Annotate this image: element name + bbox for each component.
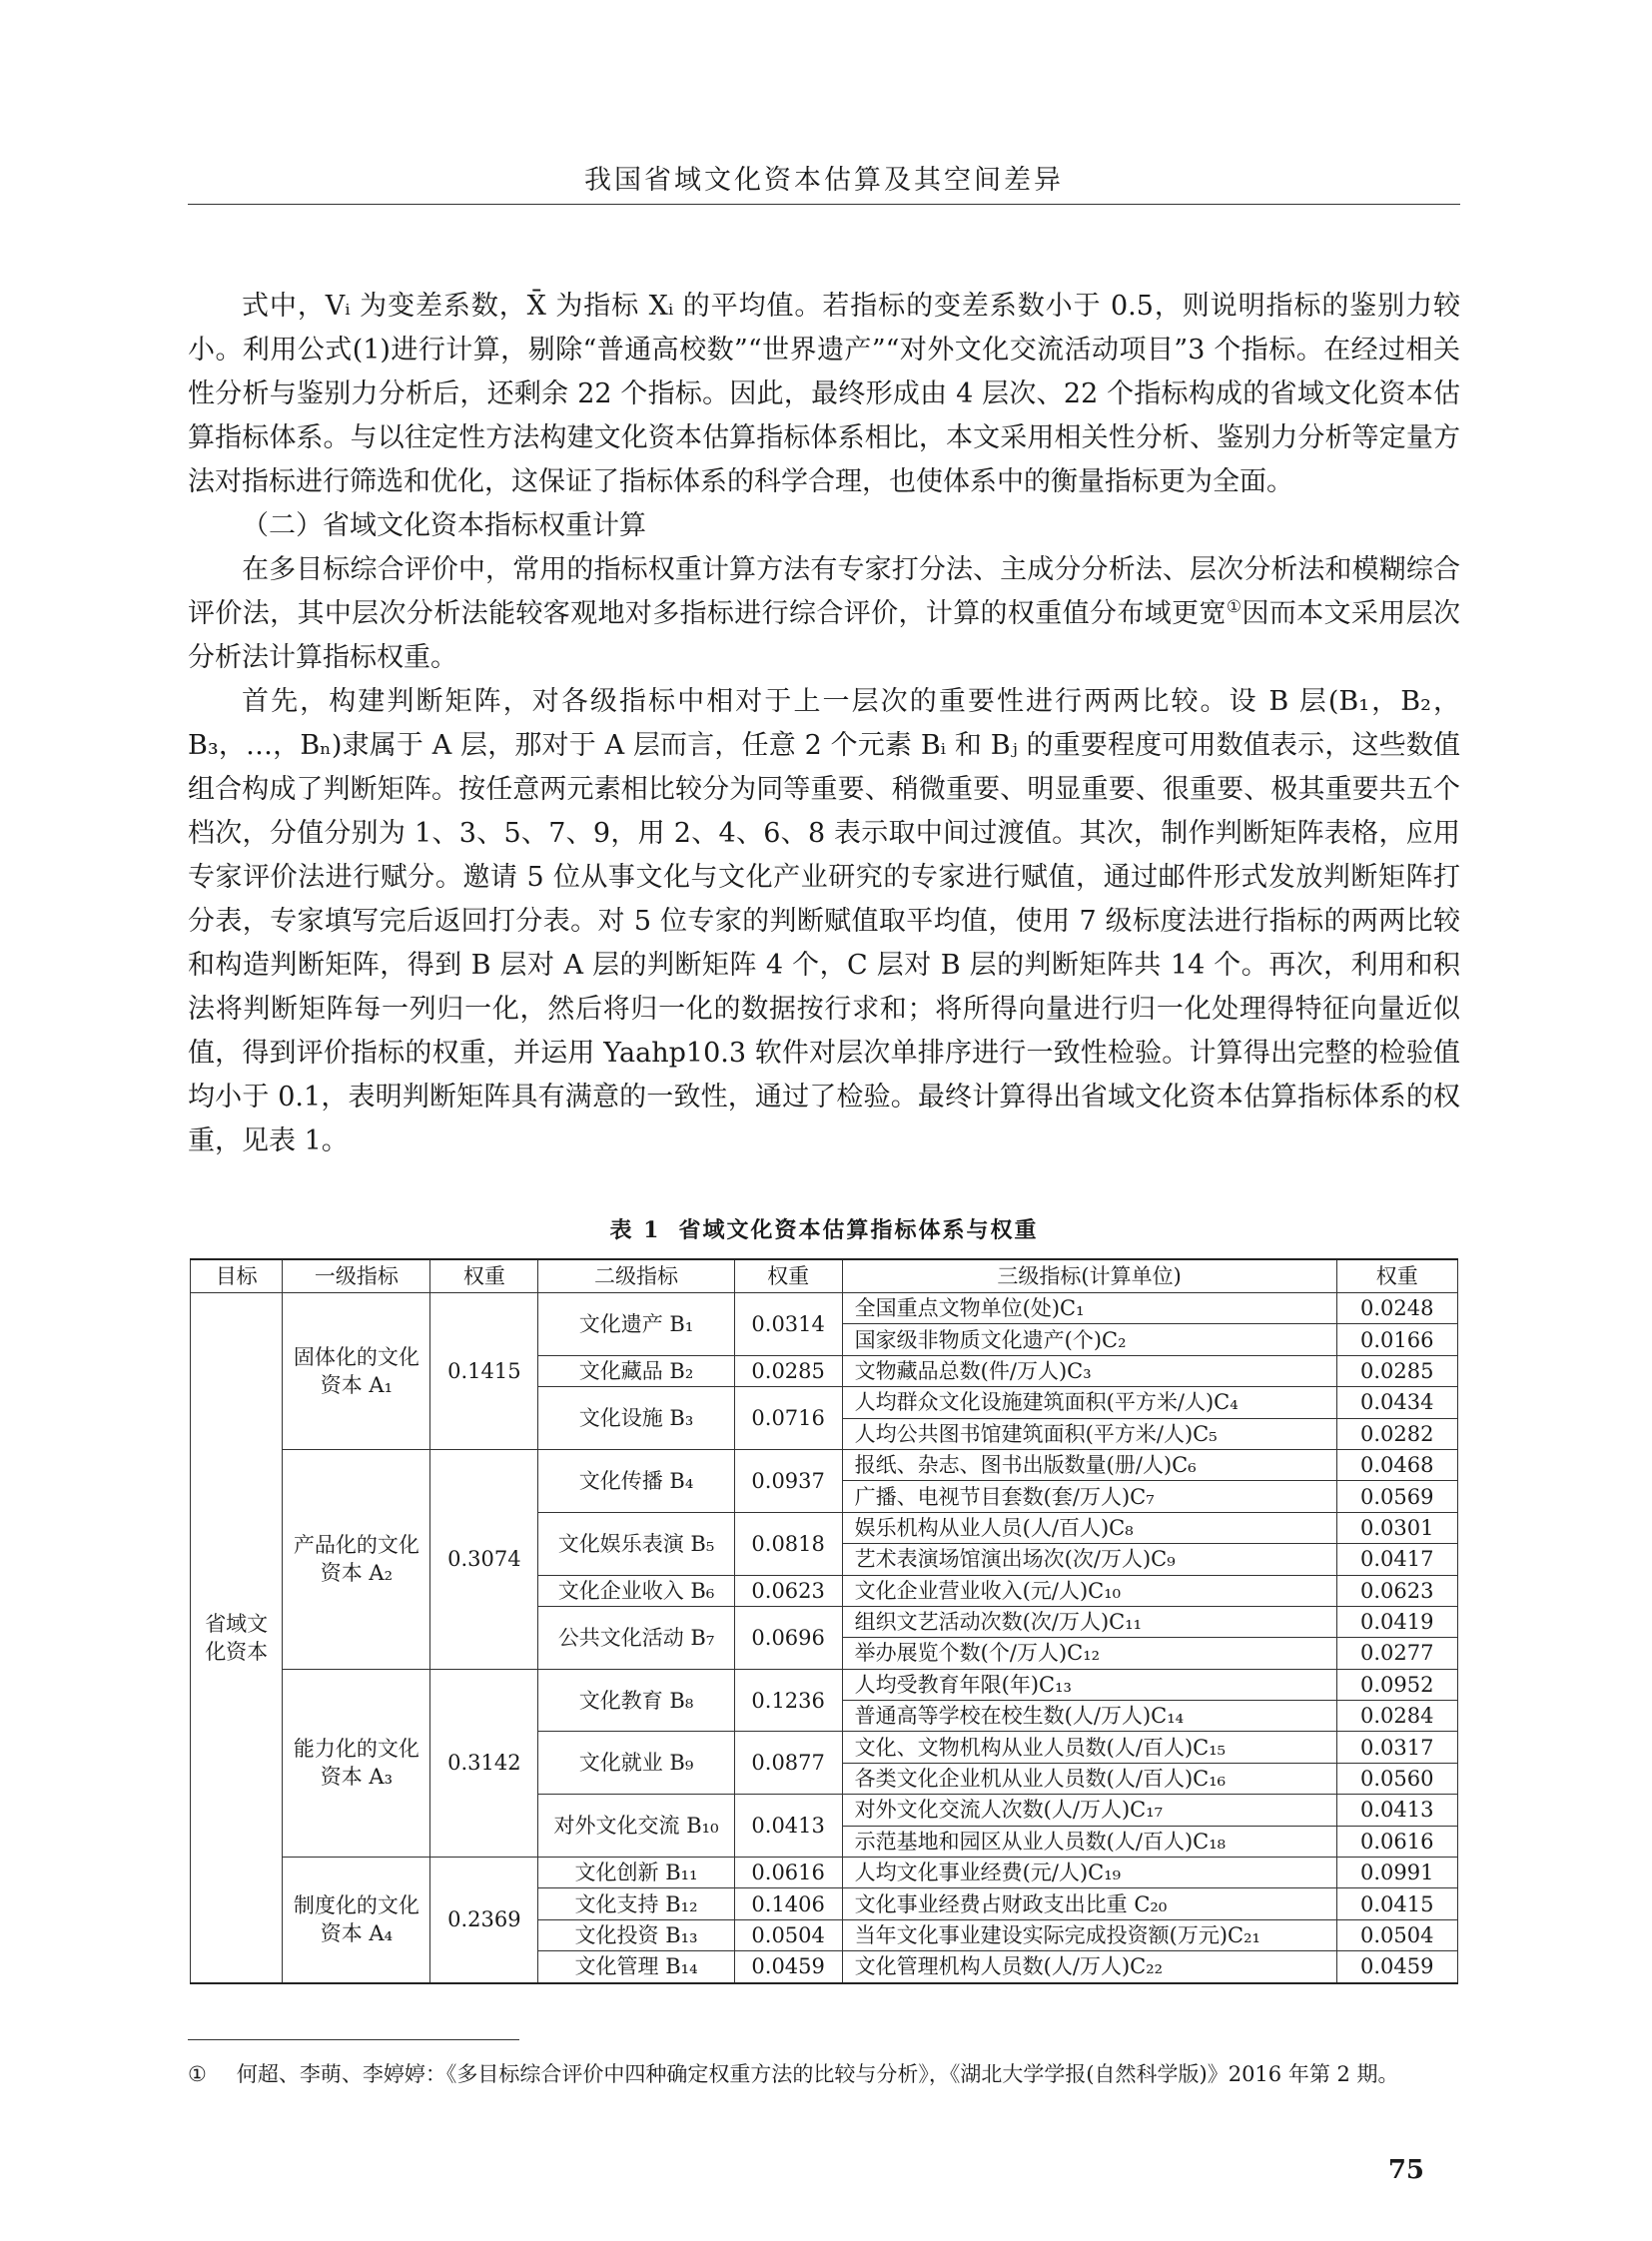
header-level3: 三级指标(计算单位) — [842, 1259, 1336, 1293]
level2-weight-cell: 0.0716 — [734, 1387, 842, 1450]
level3-cell: 文物藏品总数(件/万人)C₃ — [842, 1355, 1336, 1386]
level2-weight-cell: 0.0504 — [734, 1919, 842, 1950]
level2-cell: 文化传播 B₄ — [538, 1449, 734, 1512]
header-weight3: 权重 — [1336, 1259, 1457, 1293]
level3-weight-cell: 0.0504 — [1336, 1919, 1457, 1950]
level3-weight-cell: 0.0952 — [1336, 1669, 1457, 1700]
level3-weight-cell: 0.0419 — [1336, 1606, 1457, 1637]
level3-cell: 娱乐机构从业人员(人/百人)C₈ — [842, 1512, 1336, 1543]
level3-weight-cell: 0.0434 — [1336, 1387, 1457, 1418]
level3-cell: 全国重点文物单位(处)C₁ — [842, 1293, 1336, 1324]
level3-cell: 报纸、杂志、图书出版数量(册/人)C₆ — [842, 1449, 1336, 1480]
level1-weight-cell: 0.3142 — [430, 1669, 538, 1857]
level3-cell: 人均群众文化设施建筑面积(平方米/人)C₄ — [842, 1387, 1336, 1418]
header-rule — [188, 204, 1460, 205]
level1-weight-cell: 0.1415 — [430, 1293, 538, 1450]
level2-weight-cell: 0.0877 — [734, 1732, 842, 1795]
footnote-reference[interactable]: ① — [1226, 597, 1242, 617]
header-weight2: 权重 — [734, 1259, 842, 1293]
table-row — [191, 1293, 1458, 1324]
level3-weight-cell: 0.0285 — [1336, 1355, 1457, 1386]
table-title: 省域文化资本估算指标体系与权重 — [678, 1217, 1039, 1243]
level3-weight-cell: 0.0468 — [1336, 1449, 1457, 1480]
footnote-mark: ① — [188, 2062, 207, 2086]
level3-weight-cell: 0.0991 — [1336, 1858, 1457, 1888]
paragraph-procedure: 首先，构建判断矩阵，对各级指标中相对于上一层次的重要性进行两两比较。设 B 层(B₁，B₂，B₃，…，Bₙ)隶属于 A 层，那对于 A 层而言，任意 2 个元素 Bᵢ 和 Bⱼ 的重要程度可用数值表示，这些数值组合构成了判断矩阵。按任意两元素相比较分为同等重要、稍微重要、明显重要、很重要、极其重要共五个档次，分值分别为 1、3、5、7、9，用 2、4、6、8 表示取中间过渡值。其次，制作判断矩阵表格，应用专家评价法进行赋分。邀请 5 位从事文化与文化产业研究的专家进行赋值，通过邮件形式发放判断矩阵打分表，专家填写完后返回打分表。对 5 位专家的判断赋值取平均值，使用 7 级标度法进行指标的两两比较和构造判断矩阵，得到 B 层对 A 层的判断矩阵 4 个，C 层对 B 层的判断矩阵共 14 个。再次，利用和积法将判断矩阵每一列归一化，然后将归一化的数据按行求和；将所得向量进行归一化处理得特征向量近似值，得到评价指标的权重，并运用 Yaahp10.3 软件对层次单排序进行一致性检验。计算得出完整的检验值均小于 0.1，表明判断矩阵具有满意的一致性，通过了检验。最终计算得出省域文化资本估算指标体系的权重，见表 1。 — [188, 686, 1460, 1156]
level3-cell: 人均文化事业经费(元/人)C₁₉ — [842, 1858, 1336, 1888]
level3-cell: 示范基地和园区从业人员数(人/百人)C₁₈ — [842, 1826, 1336, 1857]
level2-cell: 文化企业收入 B₆ — [538, 1575, 734, 1606]
level3-weight-cell: 0.0623 — [1336, 1575, 1457, 1606]
level2-weight-cell: 0.0314 — [734, 1293, 842, 1356]
level1-cell: 产品化的文化资本 A₂ — [283, 1449, 430, 1669]
level3-weight-cell: 0.0417 — [1336, 1544, 1457, 1575]
level2-cell: 对外文化交流 B₁₀ — [538, 1795, 734, 1858]
header-weight1: 权重 — [430, 1259, 538, 1293]
level1-cell: 能力化的文化资本 A₃ — [283, 1669, 430, 1857]
level3-cell: 文化企业营业收入(元/人)C₁₀ — [842, 1575, 1336, 1606]
level2-weight-cell: 0.0818 — [734, 1512, 842, 1575]
footnote-text: 何超、李萌、李婷婷：《多目标综合评价中四种确定权重方法的比较与分析》，《湖北大学学报(自然科学版)》2016 年第 2 期。 — [236, 2062, 1399, 2086]
level3-cell: 国家级非物质文化遗产(个)C₂ — [842, 1324, 1336, 1355]
paragraph-intro: 式中，Vᵢ 为变差系数，X̄ 为指标 Xᵢ 的平均值。若指标的变差系数小于 0.5，则说明指标的鉴别力较小。利用公式(1)进行计算，剔除“普通高校数”“世界遗产”“对外文化交流活动项目”3 个指标。在经过相关性分析与鉴别力分析后，还剩余 22 个指标。因此，最终形成由 4 层次、22 个指标构成的省域文化资本估算指标体系。与以往定性方法构建文化资本估算指标体系相比，本文采用相关性分析、鉴别力分析等定量方法对指标进行筛选和优化，这保证了指标体系的科学合理，也使体系中的衡量指标更为全面。 — [188, 291, 1460, 497]
level3-cell: 人均公共图书馆建筑面积(平方米/人)C₅ — [842, 1418, 1336, 1449]
running-head: 我国省域文化资本估算及其空间差异 — [584, 165, 1064, 196]
level2-cell: 文化管理 B₁₄ — [538, 1951, 734, 1983]
target-cell: 省域文化资本 — [191, 1293, 283, 1983]
weights-table — [190, 1258, 1458, 1984]
level3-cell: 各类文化企业机从业人员数(人/百人)C₁₆ — [842, 1763, 1336, 1794]
table-label: 表 1 — [609, 1217, 661, 1243]
level3-cell: 对外文化交流人次数(人/万人)C₁₇ — [842, 1795, 1336, 1826]
footnote-rule — [188, 2039, 519, 2040]
level1-cell: 固体化的文化资本 A₁ — [283, 1293, 430, 1450]
level2-cell: 文化娱乐表演 B₅ — [538, 1512, 734, 1575]
paragraph-methods — [188, 548, 1460, 680]
level2-weight-cell: 0.1406 — [734, 1888, 842, 1919]
level2-weight-cell: 0.0616 — [734, 1858, 842, 1888]
level3-weight-cell: 0.0413 — [1336, 1795, 1457, 1826]
level3-weight-cell: 0.0415 — [1336, 1888, 1457, 1919]
level3-weight-cell: 0.0301 — [1336, 1512, 1457, 1543]
table-body — [191, 1293, 1458, 1983]
level3-cell: 举办展览个数(个/万人)C₁₂ — [842, 1638, 1336, 1669]
level2-cell: 公共文化活动 B₇ — [538, 1606, 734, 1669]
level1-cell: 制度化的文化资本 A₄ — [283, 1858, 430, 1983]
level3-weight-cell: 0.0317 — [1336, 1732, 1457, 1763]
paragraph-methods-text: 在多目标综合评价中，常用的指标权重计算方法有专家打分法、主成分分析法、层次分析法和模糊综合评价法，其中层次分析法能较客观地对多指标进行综合评价，计算的权重值分布域更宽 — [188, 554, 1460, 629]
section-heading: （二）省域文化资本指标权重计算 — [242, 510, 646, 541]
header-level2: 二级指标 — [538, 1259, 734, 1293]
level3-cell: 文化管理机构人员数(人/万人)C₂₂ — [842, 1951, 1336, 1983]
level2-cell: 文化遗产 B₁ — [538, 1293, 734, 1356]
level2-cell: 文化教育 B₈ — [538, 1669, 734, 1732]
table-caption — [188, 1213, 1460, 1244]
level2-weight-cell: 0.0413 — [734, 1795, 842, 1858]
table-row — [191, 1858, 1458, 1888]
level3-cell: 当年文化事业建设实际完成投资额(万元)C₂₁ — [842, 1919, 1336, 1950]
level2-cell: 文化投资 B₁₃ — [538, 1919, 734, 1950]
level3-weight-cell: 0.0166 — [1336, 1324, 1457, 1355]
level3-weight-cell: 0.0569 — [1336, 1481, 1457, 1512]
header-level1: 一级指标 — [283, 1259, 430, 1293]
table-header-row — [191, 1259, 1458, 1293]
level3-cell: 人均受教育年限(年)C₁₃ — [842, 1669, 1336, 1700]
level1-weight-cell: 0.3074 — [430, 1449, 538, 1669]
level2-weight-cell: 0.1236 — [734, 1669, 842, 1732]
table-row — [191, 1449, 1458, 1480]
level2-weight-cell: 0.0623 — [734, 1575, 842, 1606]
level3-weight-cell: 0.0282 — [1336, 1418, 1457, 1449]
header-target: 目标 — [191, 1259, 283, 1293]
level3-weight-cell: 0.0616 — [1336, 1826, 1457, 1857]
level3-weight-cell: 0.0284 — [1336, 1701, 1457, 1732]
body-text — [188, 285, 1460, 1163]
level3-weight-cell: 0.0459 — [1336, 1951, 1457, 1983]
level2-cell: 文化藏品 B₂ — [538, 1355, 734, 1386]
level3-cell: 组织文艺活动次数(次/万人)C₁₁ — [842, 1606, 1336, 1637]
level3-cell: 艺术表演场馆演出场次(次/万人)C₉ — [842, 1544, 1336, 1575]
footnote — [188, 2059, 1460, 2089]
level1-weight-cell: 0.2369 — [430, 1858, 538, 1983]
level3-cell: 文化事业经费占财政支出比重 C₂₀ — [842, 1888, 1336, 1919]
level2-weight-cell: 0.0937 — [734, 1449, 842, 1512]
level2-weight-cell: 0.0696 — [734, 1606, 842, 1669]
level2-weight-cell: 0.0285 — [734, 1355, 842, 1386]
level2-cell: 文化设施 B₃ — [538, 1387, 734, 1450]
page-number: 75 — [1387, 2155, 1424, 2185]
level3-weight-cell: 0.0560 — [1336, 1763, 1457, 1794]
level2-cell: 文化支持 B₁₂ — [538, 1888, 734, 1919]
level3-cell: 普通高等学校在校生数(人/万人)C₁₄ — [842, 1701, 1336, 1732]
level2-cell: 文化就业 B₉ — [538, 1732, 734, 1795]
level3-weight-cell: 0.0248 — [1336, 1293, 1457, 1324]
level2-cell: 文化创新 B₁₁ — [538, 1858, 734, 1888]
paragraph-methods-tail: 因而本文采用层次分析法计算指标权重。 — [188, 598, 1461, 673]
level3-cell: 文化、文物机构从业人员数(人/百人)C₁₅ — [842, 1732, 1336, 1763]
table-row — [191, 1669, 1458, 1700]
level3-weight-cell: 0.0277 — [1336, 1638, 1457, 1669]
level2-weight-cell: 0.0459 — [734, 1951, 842, 1983]
level3-cell: 广播、电视节目套数(套/万人)C₇ — [842, 1481, 1336, 1512]
